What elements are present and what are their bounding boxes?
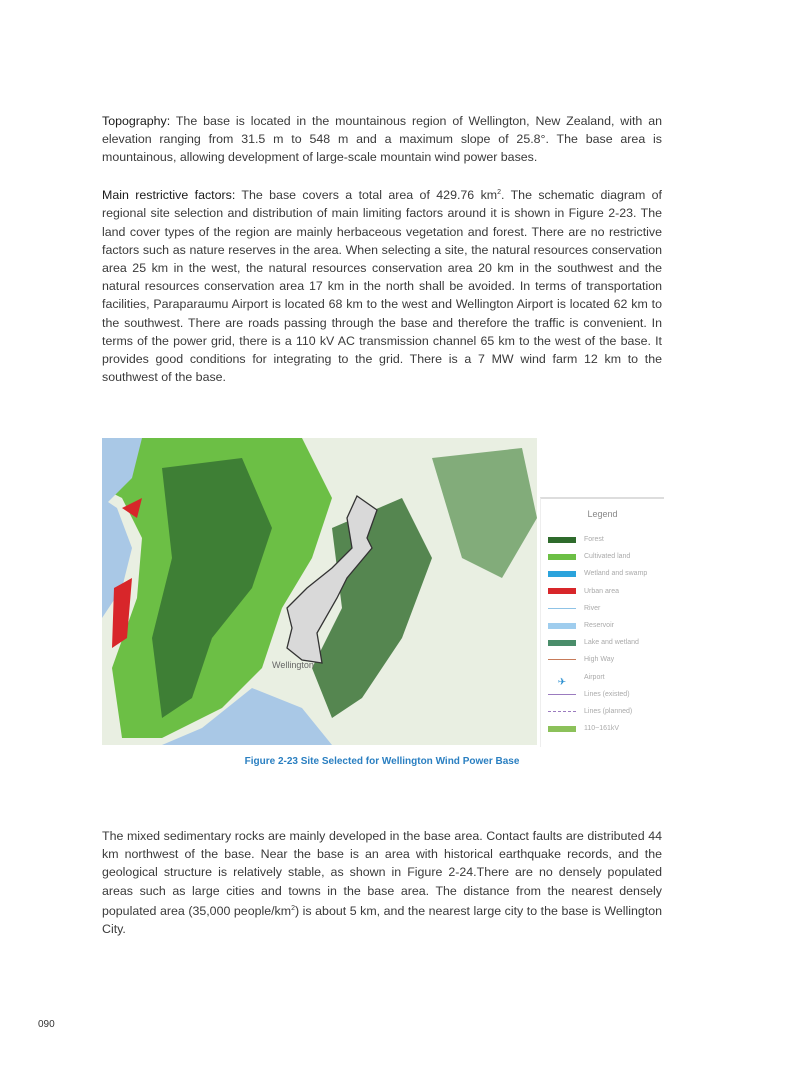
topography-label: Topography: [102, 114, 171, 128]
restrictive-label: Main restrictive factors: [102, 188, 236, 203]
legend-item [541, 600, 664, 617]
legend-label: Airport [584, 673, 605, 681]
legend-item: ✈ Airport [557, 673, 605, 689]
legend-item [541, 531, 664, 548]
legend-item [541, 583, 664, 600]
legend-line-symbol [548, 694, 576, 695]
legend-line-symbol [548, 659, 576, 660]
legend-line-symbol [548, 711, 576, 712]
page-number: 090 [38, 1019, 55, 1030]
superscript: 2 [291, 904, 295, 912]
legend-swatch [548, 640, 576, 646]
legend-item [541, 548, 664, 565]
restrictive-factors-paragraph [102, 184, 662, 386]
legend-swatch [548, 537, 576, 543]
legend-label: Reservoir [584, 622, 614, 630]
legend-item [541, 686, 664, 703]
legend-item [541, 617, 664, 634]
legend-label: River [584, 604, 601, 612]
geology-text-cont: ) is about 5 km, and the nearest large city to the base is Wellington City. [102, 903, 662, 937]
legend-line-symbol [548, 608, 576, 609]
geology-text: The mixed sedimentary rocks are mainly developed in the base area. Contact faults are distributed 44 km northwest of the base. Near the base is an area with historical earthquake records, and the geological structure is relatively stable, as shown in Figure 2-24.There are no densely populated areas such as large cities and towns in the base area. The distance from the nearest densely populated area (35,000 people/km [102, 829, 662, 918]
legend-swatch [548, 554, 576, 560]
legend-label: Lines (planned) [584, 707, 633, 715]
legend-label: High Way [584, 656, 615, 664]
legend-item [541, 634, 664, 651]
legend-label: 110~161kV [584, 725, 620, 733]
legend-item [541, 651, 664, 668]
legend-label: Lines (existed) [584, 690, 630, 698]
restrictive-text: The base covers a total area of 429.76 km [235, 188, 498, 203]
legend-label: Wetland and swamp [584, 570, 648, 578]
legend-item [541, 703, 664, 720]
site-map [102, 438, 537, 745]
legend-swatch [548, 571, 576, 577]
topography-paragraph [102, 112, 662, 167]
legend-item [541, 565, 664, 582]
restrictive-text-cont: . The schematic diagram of regional site selection and distribution of main limiting factors around it is shown in Figure 2-23. The land cover types of the region are mainly herbaceous vegetation and forest. There are no restrictive factors such as nature reserves in the area. When selecting a site, the natural resources conservation area 25 km in the west, the natural resources conservation area 20 km in the southwest and the natural resources conservation area 17 km in the north shall be avoided. In terms of transportation facilities, Paraparaumu Airport is located 68 km to the west and Wellington Airport is located 62 km to the southwest. There are roads passing through the base and therefore the traffic is convenient. In terms of the power grid, there is a 110 kV AC transmission channel 65 km to the west of the base. It provides good conditions for integrating to the grid. There is a 7 MW wind farm 12 km to the southwest of the base. [102, 188, 662, 385]
topography-text: The base is located in the mountainous region of Wellington, New Zealand, with an elevation ranging from 31.5 m to 548 m and a maximum slope of 25.8°. The base area is mountainous, allowing development of large-scale mountain wind power bases. [102, 114, 662, 165]
legend-title: Legend [587, 509, 618, 519]
legend-swatch [548, 588, 576, 594]
legend-label: Forest [584, 536, 604, 544]
superscript: 2 [497, 189, 501, 196]
geology-paragraph [102, 827, 662, 938]
legend-label: Lake and wetland [584, 639, 639, 647]
city-label-wellington: Wellington [272, 660, 314, 670]
legend-swatch [548, 726, 576, 732]
map-legend [540, 497, 664, 747]
legend-swatch [548, 623, 576, 629]
legend-label: Urban area [584, 587, 620, 595]
figure-caption: Figure 2-23 Site Selected for Wellington Wind Power Base [244, 756, 520, 767]
legend-item [541, 720, 664, 737]
legend-label: Cultivated land [584, 553, 631, 561]
